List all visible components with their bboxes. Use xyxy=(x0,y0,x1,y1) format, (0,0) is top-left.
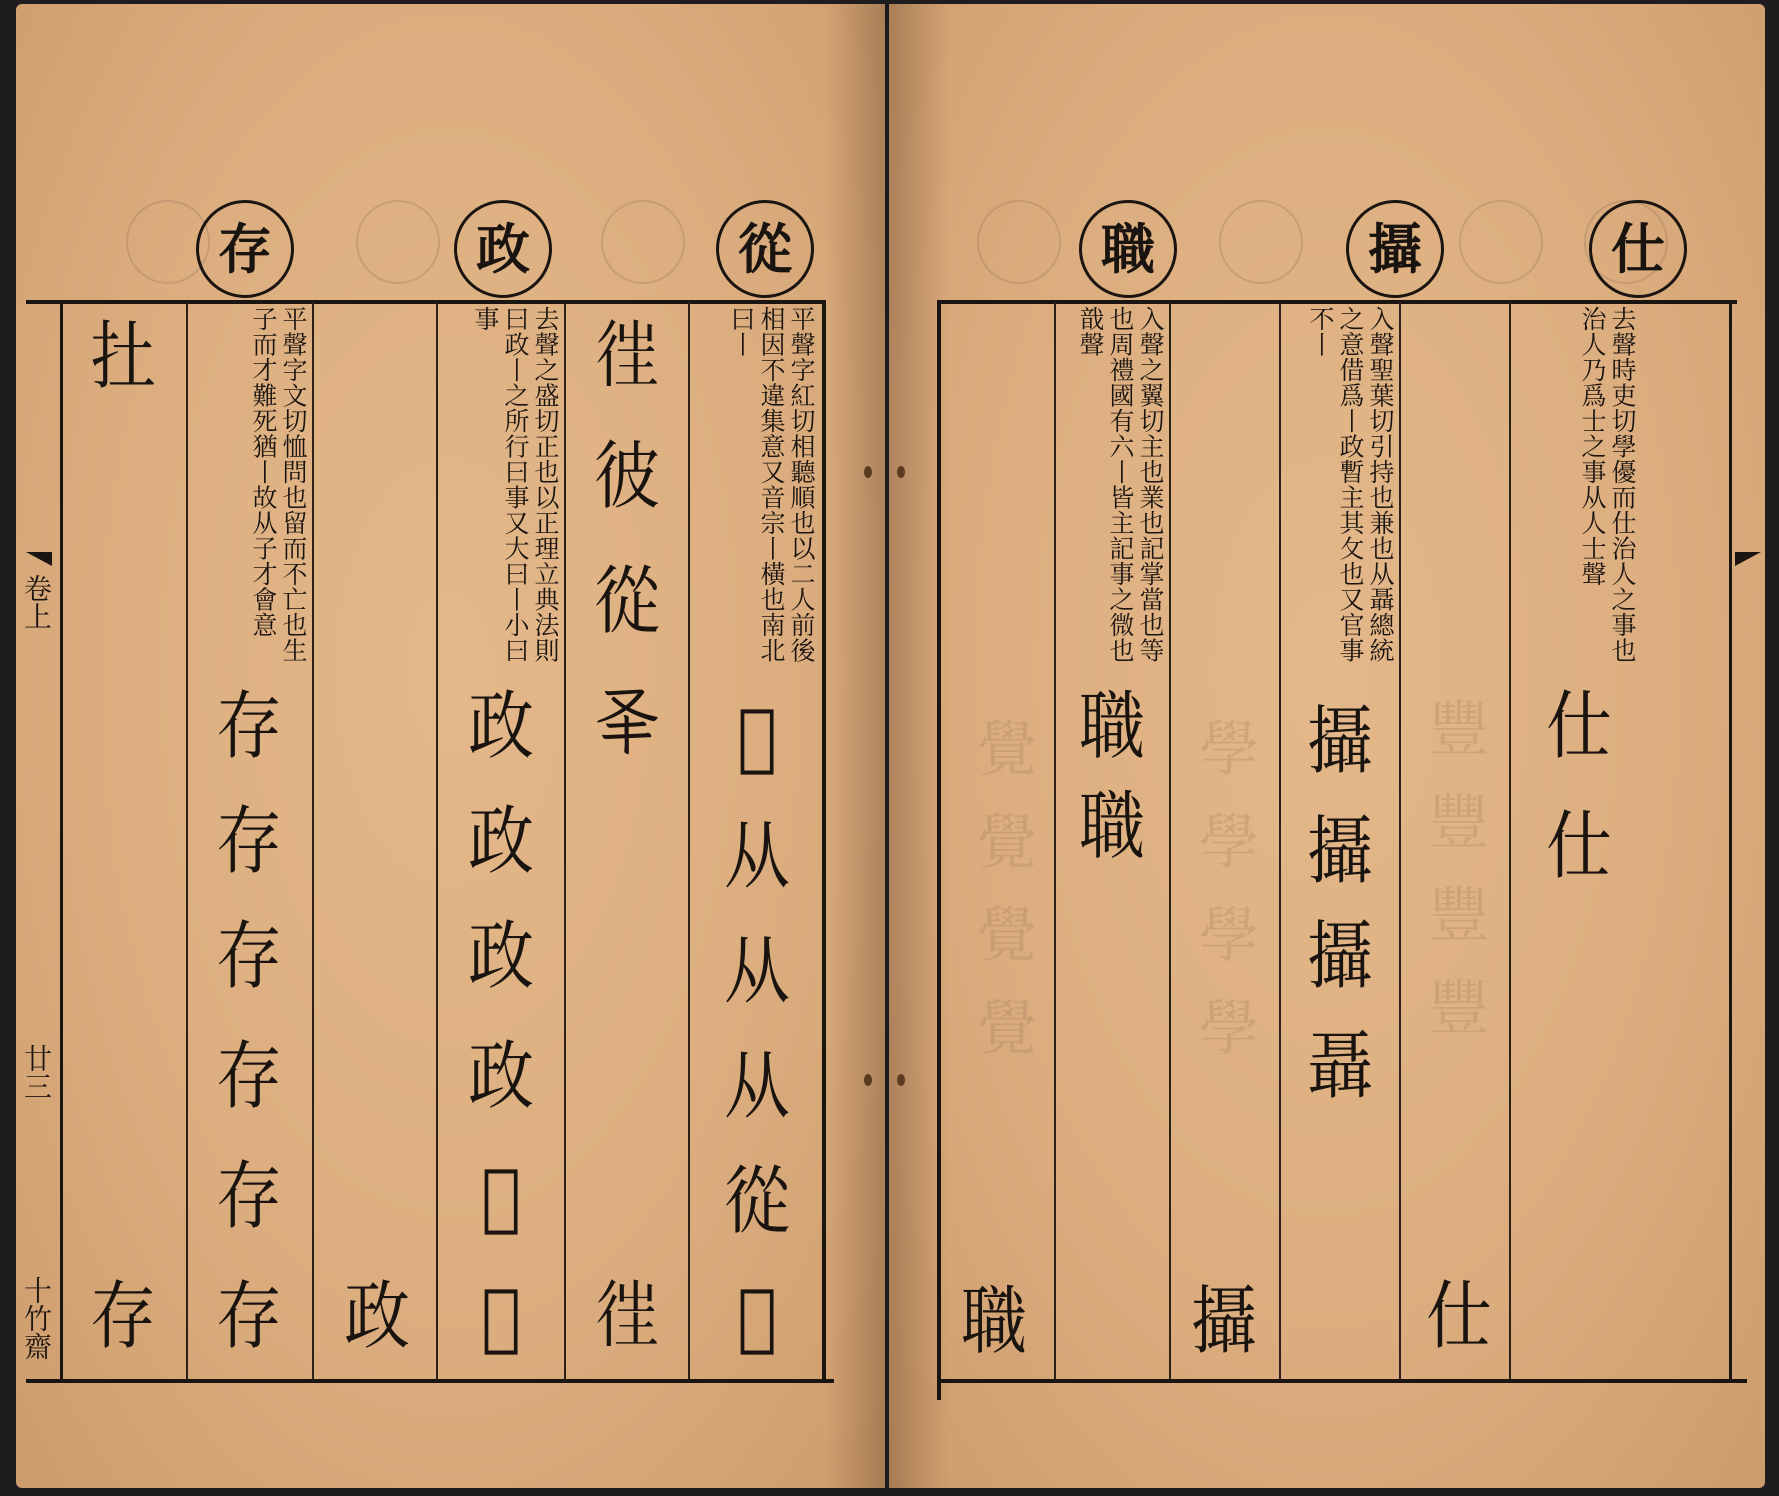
form-cong-2: 从 xyxy=(724,813,790,900)
bottom-rule xyxy=(26,1379,834,1383)
column-divider xyxy=(1399,302,1401,1380)
column-divider xyxy=(688,302,690,1380)
show-through-circle xyxy=(356,200,440,284)
form-cong-4: 从 xyxy=(724,1043,790,1130)
show-through-glyphs: 覺 覺 覺 覺 xyxy=(977,715,1037,1064)
gloss-she: 入聲聖葉切引持也兼也从聶總統之意借爲丨政暫主其攵也又官事不丨 xyxy=(1306,306,1395,663)
left-page xyxy=(16,4,885,1488)
column-divider xyxy=(1169,302,1171,1380)
form-cong-1: 𠂋 xyxy=(737,693,777,780)
column-divider xyxy=(1279,302,1281,1380)
column-divider xyxy=(436,302,438,1380)
form-she-4: 聶 xyxy=(1307,1023,1373,1110)
form-shi-1: 仕 xyxy=(1546,683,1612,770)
top-rule xyxy=(26,300,824,304)
heading-zheng: 政 xyxy=(454,200,552,298)
upper-form-cong-4: 𠬤 xyxy=(594,678,660,765)
show-through-glyphs: 豐 豐 豐 豐 xyxy=(1429,695,1489,1044)
form-cun-6: 存 xyxy=(216,1273,282,1360)
volume-label: 卷上 xyxy=(20,574,53,630)
binding-hole xyxy=(897,1074,905,1086)
form-cun-4: 存 xyxy=(216,1033,282,1120)
form-zheng-1: 政 xyxy=(468,683,534,770)
leaf-number: 廿三 xyxy=(20,1044,53,1100)
form-cong-6: 𢔖 xyxy=(737,1273,777,1360)
heading-cun: 存 xyxy=(196,200,294,298)
heading-shi: 仕 xyxy=(1589,200,1687,298)
heading-she: 攝 xyxy=(1346,200,1444,298)
fishtail-mark xyxy=(1735,552,1761,566)
form-shi-2: 仕 xyxy=(1546,803,1612,890)
gutter-shadow xyxy=(825,4,885,1488)
form-cun-1: 存 xyxy=(216,683,282,770)
show-through-circle xyxy=(1219,200,1303,284)
right-border xyxy=(822,300,826,1382)
form-zheng-4: 政 xyxy=(468,1033,534,1120)
form-she-3: 攝 xyxy=(1307,913,1373,1000)
column-divider xyxy=(564,302,566,1380)
form-she-1: 攝 xyxy=(1307,698,1373,785)
form-zheng-2: 政 xyxy=(468,798,534,885)
left-border xyxy=(937,300,941,1400)
binding-hole xyxy=(864,1074,872,1086)
final-form-she: 攝 xyxy=(1191,1278,1257,1365)
final-form-zheng: 政 xyxy=(344,1273,410,1360)
form-cun-2: 存 xyxy=(216,798,282,885)
upper-form-cun: 扗 xyxy=(90,313,156,400)
column-divider xyxy=(186,302,188,1380)
publisher-label: 十竹齋 xyxy=(20,1276,53,1360)
right-border xyxy=(1729,300,1732,1382)
show-through-circle xyxy=(1459,200,1543,284)
form-zheng-5: 𢾾 xyxy=(481,1153,521,1240)
bottom-rule xyxy=(937,1379,1747,1383)
show-through-circle xyxy=(601,200,685,284)
gloss-cun: 平聲字文切恤問也留而不亡也生子而才難死猶丨故从子才會意 xyxy=(249,306,308,663)
form-zhi-1: 職 xyxy=(1079,683,1145,770)
right-page xyxy=(889,4,1765,1488)
gloss-shi: 去聲時吏切學優而仕治人之事也治人乃爲士之事从人士聲 xyxy=(1578,306,1637,663)
column-divider xyxy=(312,302,314,1380)
heading-cong: 從 xyxy=(716,200,814,298)
left-border xyxy=(60,300,63,1382)
form-cong-3: 从 xyxy=(724,928,790,1015)
column-divider xyxy=(1509,302,1511,1380)
form-cong-5: 從 xyxy=(724,1158,790,1245)
upper-form-cong-1: 𢓸 xyxy=(594,313,660,400)
show-through-glyphs: 學 學 學 學 xyxy=(1199,715,1259,1064)
upper-form-cong-2: 彼 xyxy=(594,433,660,520)
binding-hole xyxy=(864,466,872,478)
form-she-2: 攝 xyxy=(1307,808,1373,895)
gloss-zhi: 入聲之翼切主也業也記掌當也等也周禮國有六丨皆主記事之微也戠聲 xyxy=(1076,306,1165,663)
form-zheng-3: 政 xyxy=(468,913,534,1000)
final-form-zhi: 職 xyxy=(961,1278,1027,1365)
fishtail-mark xyxy=(26,552,52,566)
binding-hole xyxy=(897,466,905,478)
final-form-cun: 存 xyxy=(90,1273,156,1360)
form-cun-5: 存 xyxy=(216,1153,282,1240)
final-form-cong-alt: 𢓸 xyxy=(594,1273,660,1360)
show-through-circle xyxy=(977,200,1061,284)
form-cun-3: 存 xyxy=(216,913,282,1000)
gloss-zheng: 去聲之盛切正也以正理立典法則曰政丨之所行曰事又大曰丨小曰事 xyxy=(471,306,560,663)
top-rule xyxy=(937,300,1737,304)
final-form-shi: 仕 xyxy=(1426,1273,1492,1360)
heading-zhi: 職 xyxy=(1079,200,1177,298)
form-zheng-6: 𢾾 xyxy=(481,1273,521,1360)
gloss-cong: 平聲字紅切相聽順也以二人前後相因不違集意又音宗丨橫也南北曰丨 xyxy=(727,306,816,663)
form-zhi-2: 職 xyxy=(1079,783,1145,870)
column-divider xyxy=(1054,302,1056,1380)
upper-form-cong-3: 從 xyxy=(594,558,660,645)
